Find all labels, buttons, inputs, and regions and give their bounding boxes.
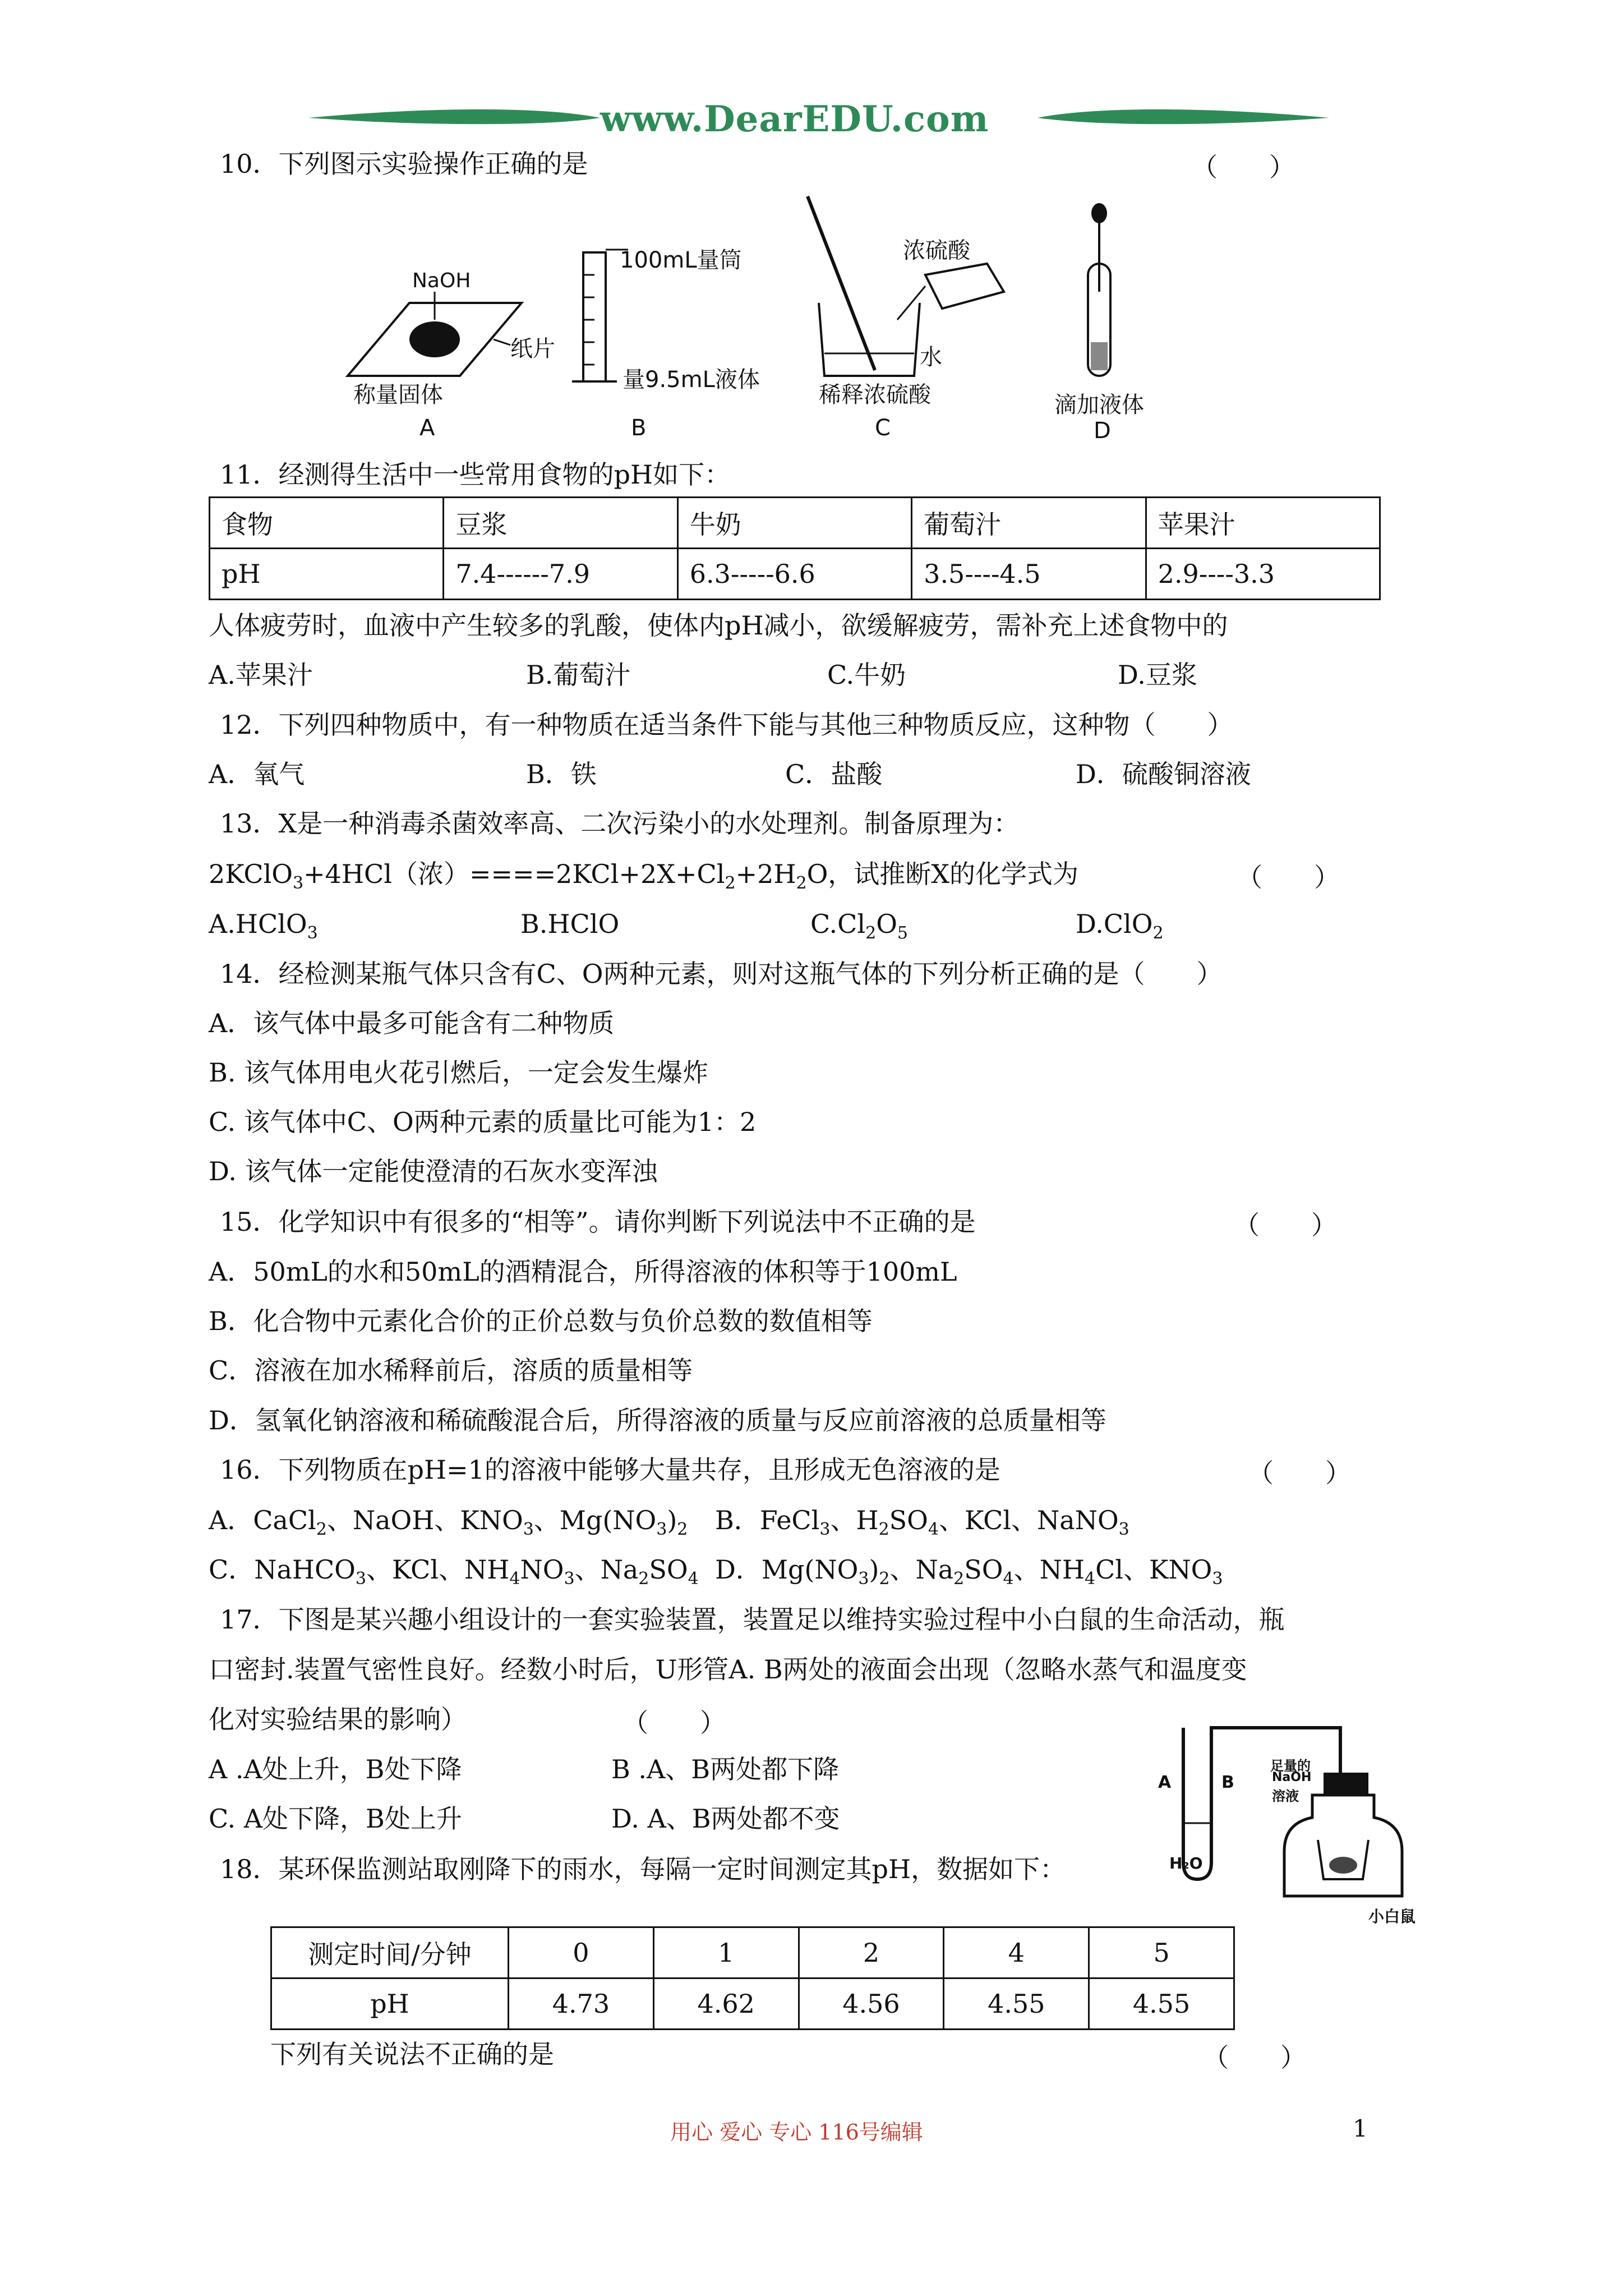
q13-option-d: D.ClO$_2$	[1076, 909, 1164, 943]
q10-a-chem: NaOH	[412, 269, 471, 292]
q15-option-a: A．50mL的水和50mL的酒精混合，所得溶液的体积等于100mL	[209, 1257, 957, 1287]
table-cell: 7.4------7.9	[444, 549, 677, 600]
page-footer: 用心 爱心 专心 116号编辑	[670, 2120, 923, 2145]
q17-line-2: 口密封.装置气密性良好。经数小时后，U形管A. B两处的液面会出现（忽略水蒸气和温度变	[209, 1654, 1247, 1685]
q11-text: 11．经测得生活中一些常用食物的pH如下：	[220, 459, 731, 490]
q12-option-a: A．氧气	[209, 759, 305, 789]
q17-fig-label-a: A	[1158, 1773, 1172, 1792]
q17-fig-mouse: 小白鼠	[1368, 1907, 1416, 1926]
q13-option-c: $C.Cl_2O_5$	[810, 909, 908, 943]
q10-b-side: 量9.5mL液体	[623, 367, 760, 393]
q14-option-b: B. 该气体用电火花引燃后，一定会发生爆炸	[209, 1057, 709, 1088]
q17-line-3: 化对实验结果的影响）	[209, 1704, 467, 1734]
table-cell: 4.62	[653, 1978, 799, 2030]
q15-paren: （ ）	[1234, 1210, 1337, 1240]
q11-stem: 人体疲劳时，血液中产生较多的乳酸，使体内pH减小，欲缓解疲劳，需补充上述食物中的	[209, 610, 1228, 641]
q11-option-d: D.豆浆	[1118, 660, 1197, 690]
q17-fig-naoh-3: 溶液	[1272, 1788, 1299, 1804]
q10-paren: （ ）	[1192, 152, 1295, 182]
site-header[interactable]: www.DearEDU.com	[600, 98, 989, 140]
q10-c-water: 水	[920, 344, 942, 370]
q13-equation: 2KClO$_3$+4HCl（浓）$====2KCl+2X+Cl_2+2H_2O$，试推断X的化学式为	[209, 859, 1079, 893]
q10-d-caption: 滴加液体	[1054, 392, 1144, 418]
q10-text: 10．下列图示实验操作正确的是	[220, 149, 588, 179]
q17-fig-naoh-1: 足量的	[1270, 1758, 1311, 1774]
table-row	[271, 1978, 1234, 2030]
table-cell: 0	[509, 1927, 654, 1978]
u-tube-apparatus-diagram	[1144, 1711, 1436, 1924]
table-cell: 2.9----3.3	[1146, 549, 1380, 600]
table-row	[271, 1927, 1234, 1978]
q14-option-d: D. 该气体一定能使澄清的石灰水变浑浊	[209, 1156, 658, 1186]
q15-option-d: D．氢氧化钠溶液和稀硫酸混合后，所得溶液的质量与反应前溶液的总质量相等	[209, 1405, 1106, 1435]
q13-paren: （ ）	[1237, 862, 1340, 892]
table-row	[210, 498, 1380, 549]
q17-line-1: 17．下图是某兴趣小组设计的一套实验装置，装置足以维持实验过程中小白鼠的生命活动，瓶	[220, 1604, 1285, 1635]
q10-a-letter: A	[419, 415, 435, 441]
table-cell: 豆浆	[444, 498, 677, 549]
table-cell: 苹果汁	[1146, 498, 1380, 549]
table-cell: 4.73	[509, 1978, 654, 2030]
q17-paren: （ ）	[623, 1708, 726, 1738]
q10-c-acid: 浓硫酸	[903, 238, 970, 264]
table-cell: 1	[653, 1927, 799, 1978]
q15-text: 15．化学知识中有很多的“相等”。请你判断下列说法中不正确的是	[220, 1207, 976, 1237]
table-cell: 2	[799, 1927, 944, 1978]
q10-d-letter: D	[1094, 418, 1111, 444]
table-cell: 4	[944, 1927, 1089, 1978]
q12-option-c: C．盐酸	[785, 759, 883, 789]
q14-text: 14．经检测某瓶气体只含有C、O两种元素，则对这瓶气体的下列分析正确的是（ ）	[220, 959, 1223, 989]
q11-option-a: A.苹果汁	[209, 660, 313, 690]
q16-option-c: C．NaHCO$_3$、KCl、$NH_4NO_3$、$Na_2SO_4$	[209, 1554, 699, 1589]
q10-c-caption: 稀释浓硫酸	[819, 382, 931, 408]
table-cell: 5	[1089, 1927, 1234, 1978]
q10-a-caption: 称量固体	[353, 382, 443, 408]
q10-b-letter: B	[631, 415, 647, 441]
q17-option-b: B .A、B两处都下降	[611, 1754, 840, 1784]
q13-text: 13．X是一种消毒杀菌效率高、二次污染小的水处理剂。制备原理为：	[220, 808, 1020, 839]
q18-followup: 下列有关说法不正确的是	[270, 2039, 554, 2069]
q10-a-paper: 纸片	[510, 336, 555, 362]
q17-fig-naoh-2: NaOH	[1272, 1770, 1312, 1784]
q13-option-a: A.HClO$_3$	[209, 909, 318, 943]
q16-option-a: A．CaCl$_2$、NaOH、$KNO_3$、$Mg(NO_3)_2$	[209, 1505, 688, 1539]
table-row	[210, 549, 1380, 600]
q17-option-c: C. A处下降，B处上升	[209, 1803, 462, 1834]
q11-option-c: C.牛奶	[827, 660, 906, 690]
q12-option-d: D．硫酸铜溶液	[1076, 759, 1251, 789]
table-cell: 葡萄汁	[912, 498, 1146, 549]
table-cell: 牛奶	[677, 498, 911, 549]
q15-option-c: C．溶液在加水稀释前后，溶质的质量相等	[209, 1355, 693, 1386]
table-cell: 6.3-----6.6	[677, 549, 911, 600]
table-cell: pH	[271, 1978, 509, 2030]
q17-option-d: D. A、B两处都不变	[611, 1803, 840, 1834]
q18-ph-table	[270, 1926, 1235, 2030]
q16-option-d: D．$Mg(NO_3)_2$、$Na_2SO_4$、$NH_4Cl$、$KNO_3$	[715, 1554, 1223, 1589]
q12-text: 12．下列四种物质中，有一种物质在适当条件下能与其他三种物质反应，这种物（ ）	[220, 710, 1233, 740]
table-cell: 3.5----4.5	[912, 549, 1146, 600]
table-cell: 4.56	[799, 1978, 944, 2030]
q13-option-b: B.HClO	[520, 909, 620, 939]
q17-fig-label-b: B	[1221, 1773, 1234, 1792]
q11-option-b: B.葡萄汁	[526, 660, 631, 690]
q18-paren: （ ）	[1203, 2042, 1306, 2073]
q18-text: 18．某环保监测站取刚降下的雨水，每隔一定时间测定其pH，数据如下：	[220, 1854, 1066, 1884]
q16-option-b: B．FeCl$_3$、$H_2SO_4$、KCl、NaNO$_3$	[715, 1505, 1129, 1539]
table-cell: 测定时间/分钟	[271, 1927, 509, 1978]
q17-option-a: A .A处上升，B处下降	[209, 1754, 462, 1784]
q15-option-b: B．化合物中元素化合价的正价总数与负价总数的数值相等	[209, 1306, 873, 1336]
q16-text: 16．下列物质在pH=1的溶液中能够大量共存，且形成无色溶液的是	[220, 1455, 1000, 1485]
table-cell: 4.55	[1089, 1978, 1234, 2030]
q17-fig-water: H₂O	[1169, 1854, 1203, 1872]
table-cell: pH	[210, 549, 444, 600]
q14-option-a: A．该气体中最多可能含有二种物质	[209, 1008, 615, 1038]
page-number: 1	[1353, 2115, 1368, 2142]
q11-ph-table	[209, 496, 1381, 600]
q10-c-letter: C	[875, 415, 891, 441]
table-cell: 4.55	[944, 1978, 1089, 2030]
q10-b-top: 100mL量筒	[620, 247, 742, 273]
q16-paren: （ ）	[1248, 1458, 1351, 1488]
q12-option-b: B．铁	[526, 759, 597, 789]
table-cell: 食物	[210, 498, 444, 549]
q14-option-c: C. 该气体中C、O两种元素的质量比可能为1：2	[209, 1107, 757, 1137]
